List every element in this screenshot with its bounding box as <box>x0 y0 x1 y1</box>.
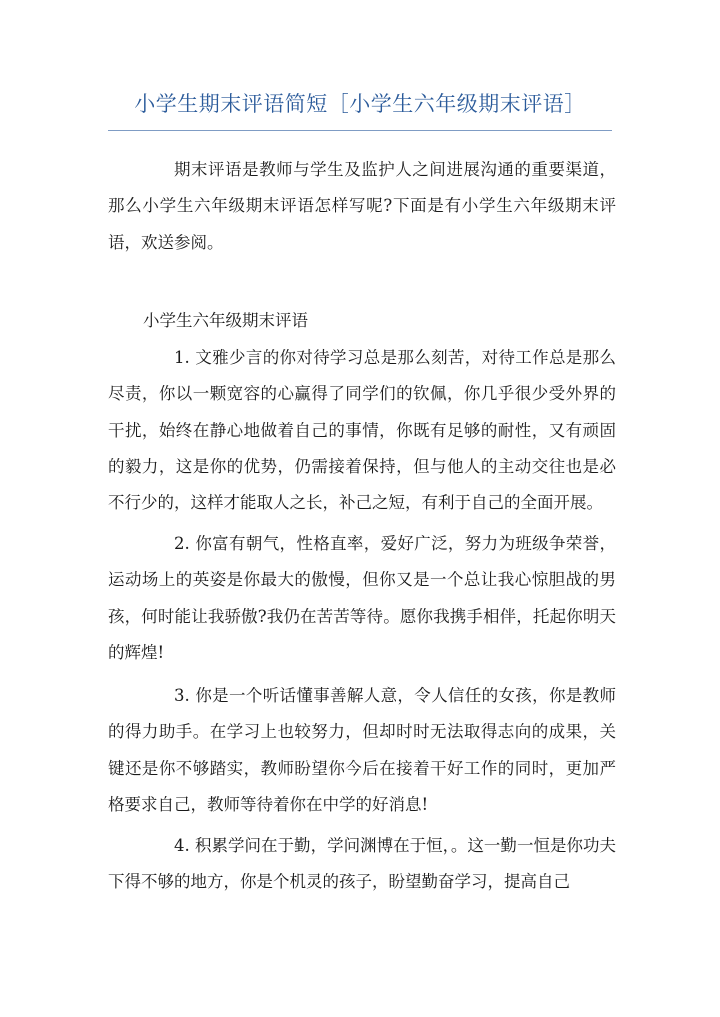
intro-paragraph: 期末评语是教师与学生及监护人之间进展沟通的重要渠道，那么小学生六年级期末评语怎样写呢?下面是有小学生六年级期末评语，欢送参阅。 <box>108 160 616 252</box>
section-heading: 小学生六年级期末评语 <box>143 311 308 330</box>
comment-item-2: 2. 你富有朝气，性格直率，爱好广泛，努力为班级争荣誉，运动场上的英姿是你最大的傲慢，但你又是一个总让我心惊胆战的男孩，何时能让我骄傲?我仍在苦苦等待。愿你我携手相伴，托起你明天的辉煌! <box>108 534 616 662</box>
title-divider <box>108 130 612 131</box>
document-title: 小学生期末评语简短［小学生六年级期末评语］ <box>134 92 586 116</box>
comment-item-1: 1. 文雅少言的你对待学习总是那么刻苦，对待工作总是那么尽责，你以一颗宽容的心赢得了同学们的钦佩，你几乎很少受外界的干扰，始终在静心地做着自己的事情，你既有足够的耐性，又有顽固的毅力，这是你的优势，仍需接着保持，但与他人的主动交往也是必不行少的，这样才能取人之长，补己之短，有利于自己的全面开展。 <box>108 348 616 513</box>
comment-item-4: 4. 积累学问在于勤，学问渊博在于恒，。这一勤一恒是你功夫下得不够的地方，你是个机灵的孩子，盼望勤奋学习，提高自己 <box>108 836 616 892</box>
comment-item-3: 3. 你是一个听话懂事善解人意，令人信任的女孩，你是教师的得力助手。在学习上也较努力，但却时时无法取得志向的成果，关键还是你不够踏实，教师盼望你今后在接着干好工作的同时，更加严格要求自己，教师等待着你在中学的好消息! <box>108 686 616 814</box>
